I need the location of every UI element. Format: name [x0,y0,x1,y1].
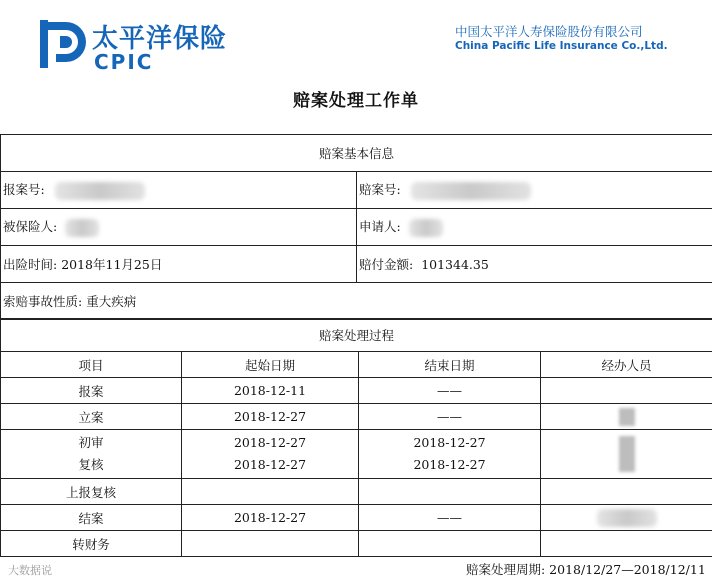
row-handler [541,479,712,505]
row-item: 上报复核 [1,479,182,505]
document-header [0,0,712,80]
column-header-end: 结束日期 [359,352,541,378]
watermark: 大数据说 [8,564,52,577]
row-handler [541,505,712,531]
claim-nature-label: 索赔事故性质: [3,294,83,309]
payout-label: 赔付金额: [359,257,414,272]
claim-no-label: 报案号: [3,182,45,198]
recheck-end: 2018-12-27 [413,457,486,472]
column-header-handler: 经办人员 [541,352,712,378]
redacted-claim-case-no [411,182,531,200]
applicant-label: 申请人: [359,219,401,235]
row-end-date [359,430,541,479]
row-item: 报案 [1,378,182,404]
claim-no-cell [1,172,357,209]
insured-cell [1,209,357,246]
row-end-date [359,479,541,505]
row-item: 结案 [1,505,182,531]
claim-case-no-label: 赔案号: [359,182,401,198]
company-name-en: China Pacific Life Insurance Co.,Ltd. [455,40,668,52]
redacted-insured [65,219,99,237]
table-row [1,505,712,531]
row-start-date [182,479,359,505]
claim-nature-cell [1,283,712,320]
row-handler [541,531,712,557]
redacted-claim-no [55,182,145,200]
row-handler [541,404,712,430]
incident-time-label: 出险时间: [3,257,58,272]
processing-cycle: 赔案处理周期: 2018/12/27—2018/12/11 [466,562,706,577]
claim-nature-value: 重大疾病 [86,294,137,309]
table-row [1,404,712,430]
row-start-date: 2018-12-27 [182,404,359,430]
row-start-date: 2018-12-27 [182,505,359,531]
row-end-date: —— [359,378,541,404]
table-row [1,430,712,479]
incident-time-cell [1,246,357,283]
incident-time-value: 2018年11月25日 [61,257,163,272]
row-item-recheck: 复核 [78,457,104,472]
redacted-handler [619,408,635,426]
payout-cell [357,246,712,283]
company-name-cn: 中国太平洋人寿保险股份有限公司 [455,24,643,39]
row-item: 立案 [1,404,182,430]
applicant-cell [357,209,712,246]
process-section-title: 赔案处理过程 [1,319,712,352]
basic-info-table [0,134,712,320]
payout-value: 101344.35 [421,257,489,272]
redacted-handler [619,436,635,472]
initial-review-end: 2018-12-27 [413,435,486,450]
row-end-date: —— [359,404,541,430]
row-handler [541,378,712,404]
recheck-start: 2018-12-27 [233,457,307,472]
cpic-logo-icon [36,16,86,72]
brand-name-en: CPIC [94,50,154,74]
basic-info-section-title: 赔案基本信息 [1,135,712,172]
row-start-date [182,430,359,479]
brand-name-cn: 太平洋保险 [92,24,228,54]
row-item [1,430,182,479]
initial-review-start: 2018-12-27 [233,435,307,450]
process-table [0,318,712,557]
document-title: 赔案处理工作单 [293,91,419,111]
redacted-applicant [409,219,443,237]
row-handler [541,430,712,479]
row-item-initial-review: 初审 [78,435,104,450]
table-row [1,531,712,557]
row-start-date: 2018-12-11 [182,378,359,404]
claim-case-no-cell [357,172,712,209]
row-end-date: —— [359,505,541,531]
insured-label: 被保险人: [3,219,58,235]
row-end-date [359,531,541,557]
row-start-date [182,531,359,557]
table-row [1,378,712,404]
column-header-item: 项目 [1,352,182,378]
redacted-handler [597,509,657,527]
row-item: 转财务 [1,531,182,557]
table-row [1,479,712,505]
column-header-start: 起始日期 [182,352,359,378]
